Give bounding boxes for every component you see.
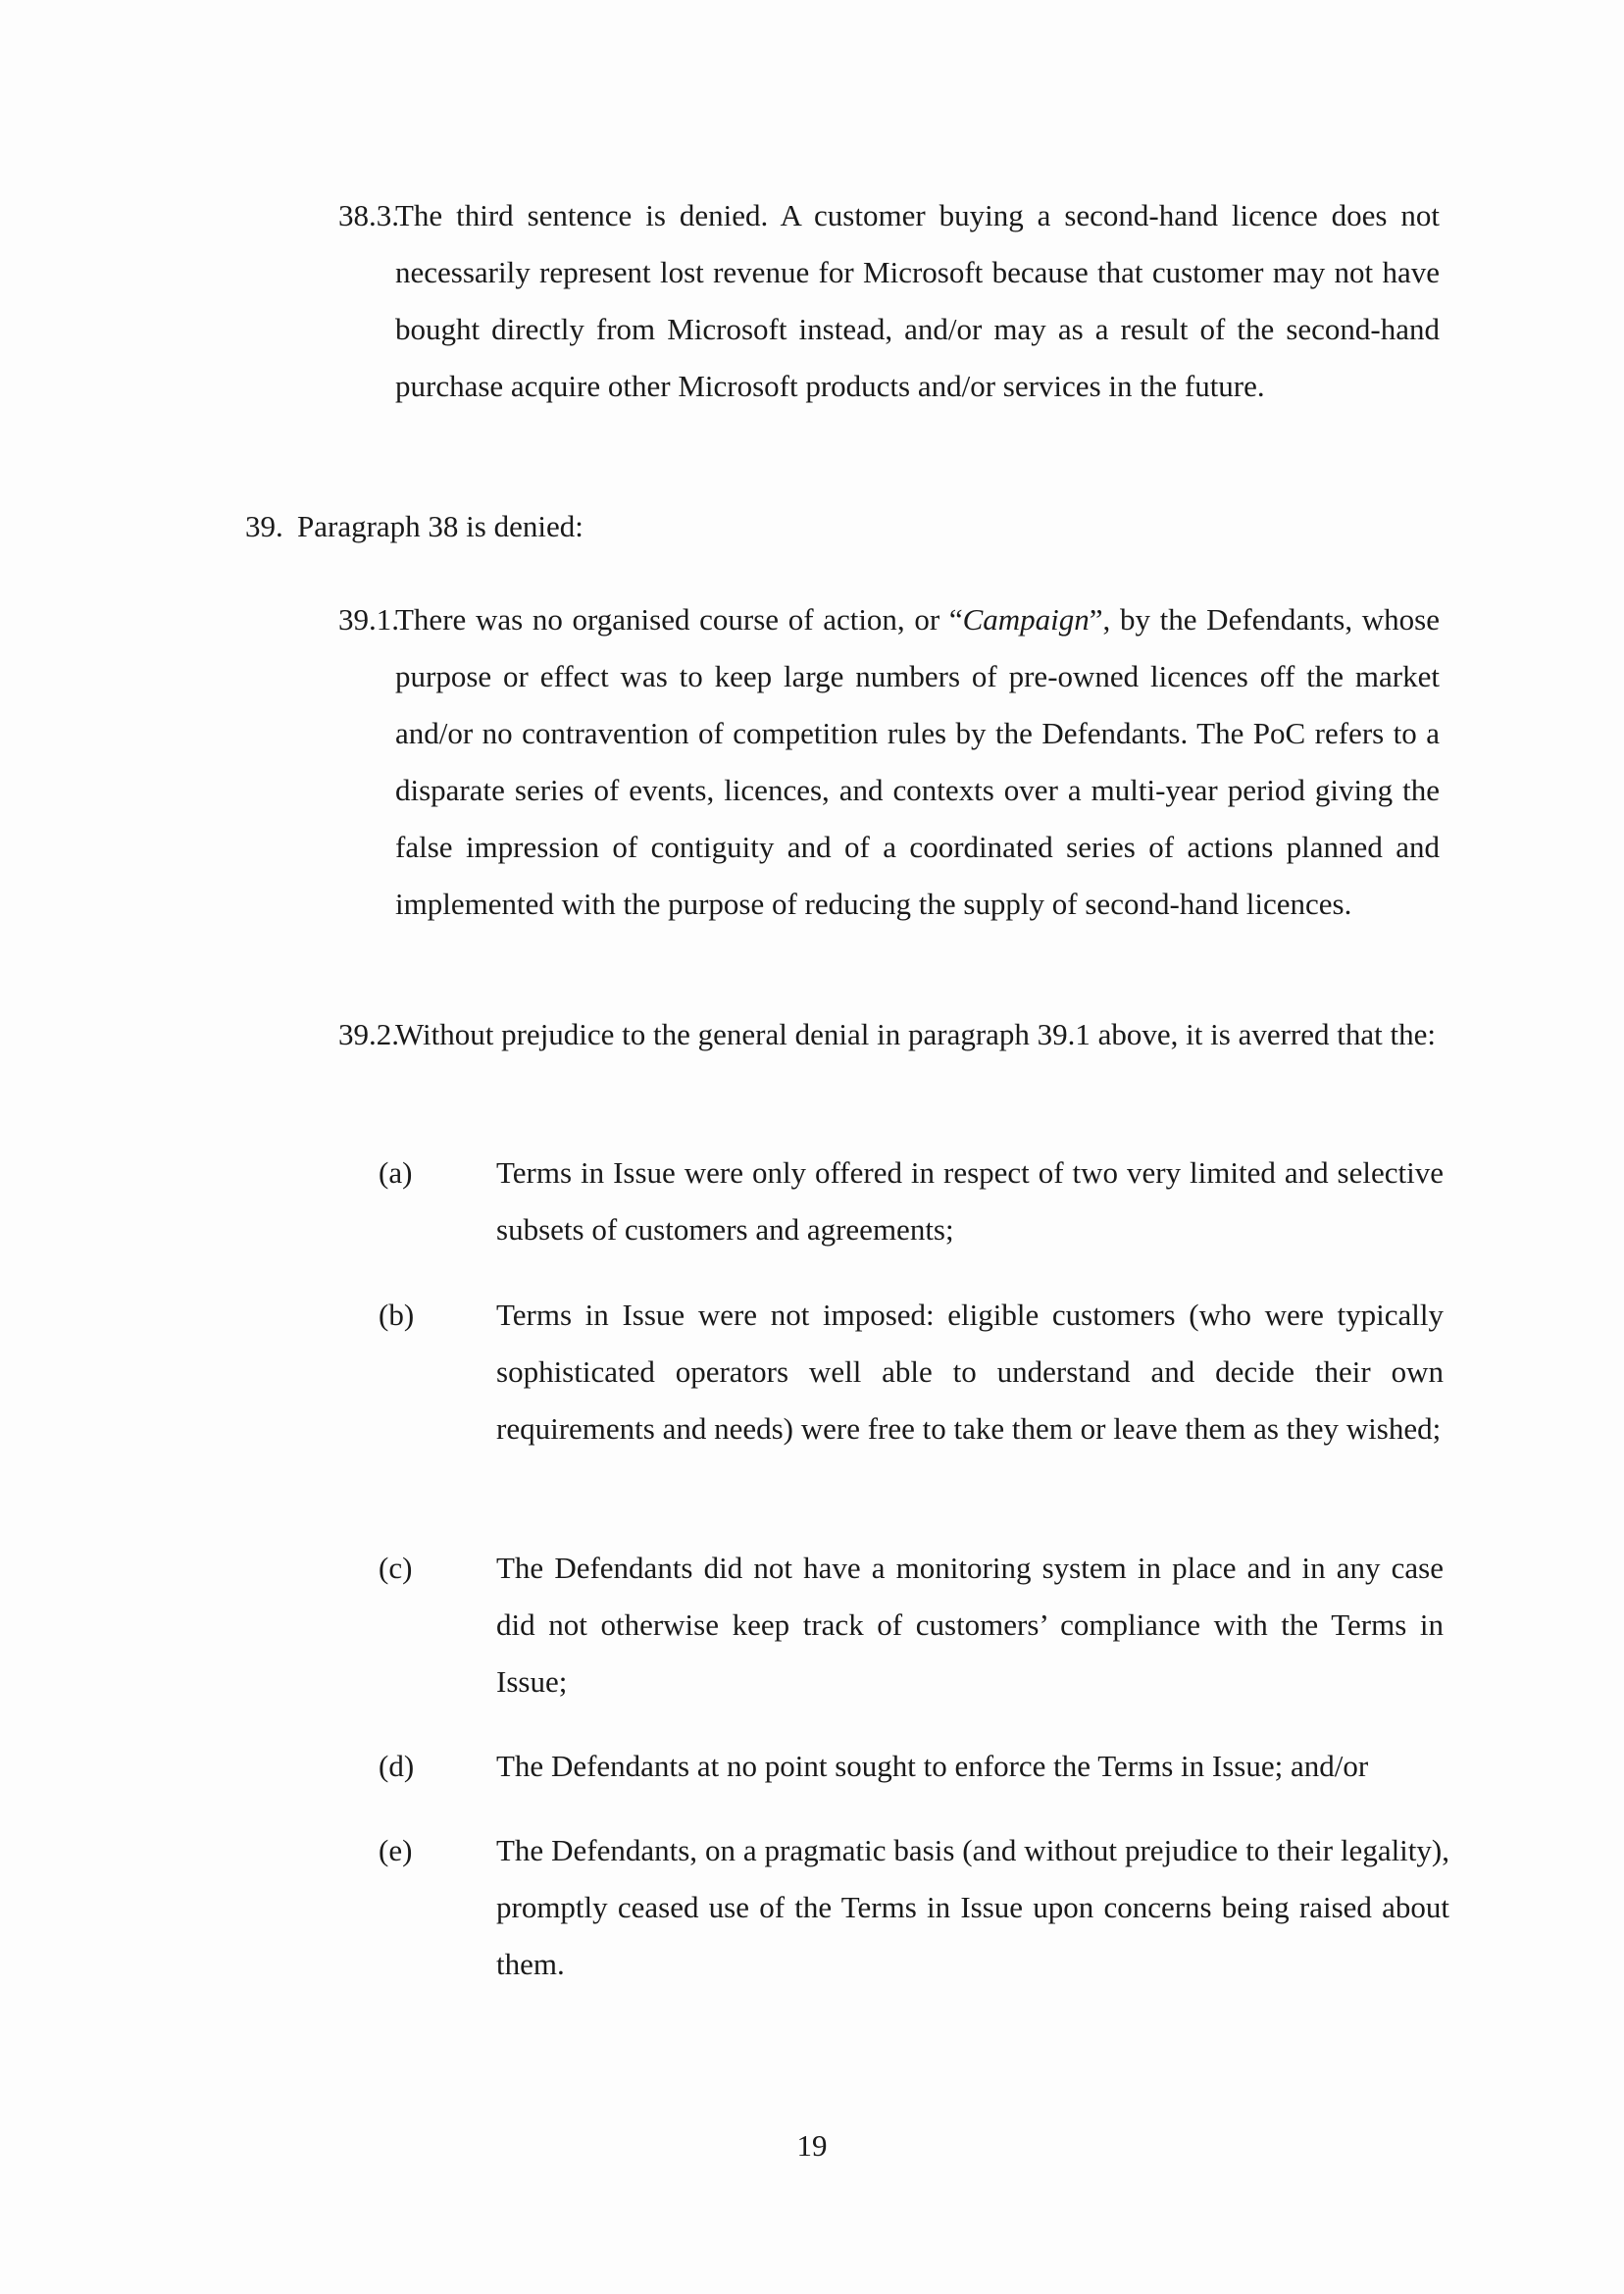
page-number: 19: [796, 2128, 828, 2163]
paragraph-39-text: Paragraph 38 is denied:: [297, 509, 584, 543]
sub-item-c-text: The Defendants did not have a monitoring system in place and in any case did not otherwise keep track of customers’ compliance with the Terms in Issue;: [496, 1551, 1444, 1699]
sub-item-a-text: Terms in Issue were only offered in respect of two very limited and selective subsets of customers and agreements;: [496, 1155, 1444, 1247]
paragraph-39-1-text: [395, 591, 1440, 933]
sub-item-e-text: The Defendants, on a pragmatic basis (and without prejudice to their legality), promptly ceased use of the Terms in Issue upon concerns being raised about them.: [496, 1833, 1449, 1981]
campaign-term: Campaign: [962, 602, 1090, 637]
paragraph-number: 39.1.: [338, 602, 399, 637]
paragraph-number: 39.2.: [338, 1017, 399, 1051]
paragraph-39-1-text-end: ”, by the Defendants, whose purpose or effect was to keep large numbers of pre-owned licences off the market and/or no contravention of competition rules by the Defendants. The PoC refers to a disparate series of events, licences, and contexts over a multi-year period giving the false impression of contiguity and of a coordinated series of actions planned and implemented with the purpose of reducing the supply of second-hand licences.: [395, 602, 1440, 921]
sub-item-label: (b): [379, 1298, 415, 1332]
paragraph-39-2-text: Without prejudice to the general denial in paragraph 39.1 above, it is averred that the:: [395, 1017, 1436, 1051]
paragraph-number: 39.: [245, 509, 283, 543]
paragraph-38-3-text: The third sentence is denied. A customer buying a second-hand licence does not necessarily represent lost revenue for Microsoft because that customer may not have bought directly from Microsoft instead, and/or may as a result of the second-hand purchase acquire other Microsoft products and/or services in the future.: [395, 198, 1440, 403]
sub-item-label: (c): [379, 1551, 413, 1585]
sub-item-label: (d): [379, 1749, 415, 1783]
sub-item-d-text: The Defendants at no point sought to enforce the Terms in Issue; and/or: [496, 1749, 1369, 1783]
sub-item-label: (a): [379, 1155, 413, 1190]
paragraph-number: 38.3.: [338, 198, 399, 232]
paragraph-39-1-text-start: There was no organised course of action, or “: [395, 602, 963, 637]
sub-item-b-text: Terms in Issue were not imposed: eligible customers (who were typically sophisticated operators well able to understand and decide their own requirements and needs) were free to take them or leave them as they wished;: [496, 1298, 1444, 1446]
sub-item-label: (e): [379, 1833, 413, 1867]
